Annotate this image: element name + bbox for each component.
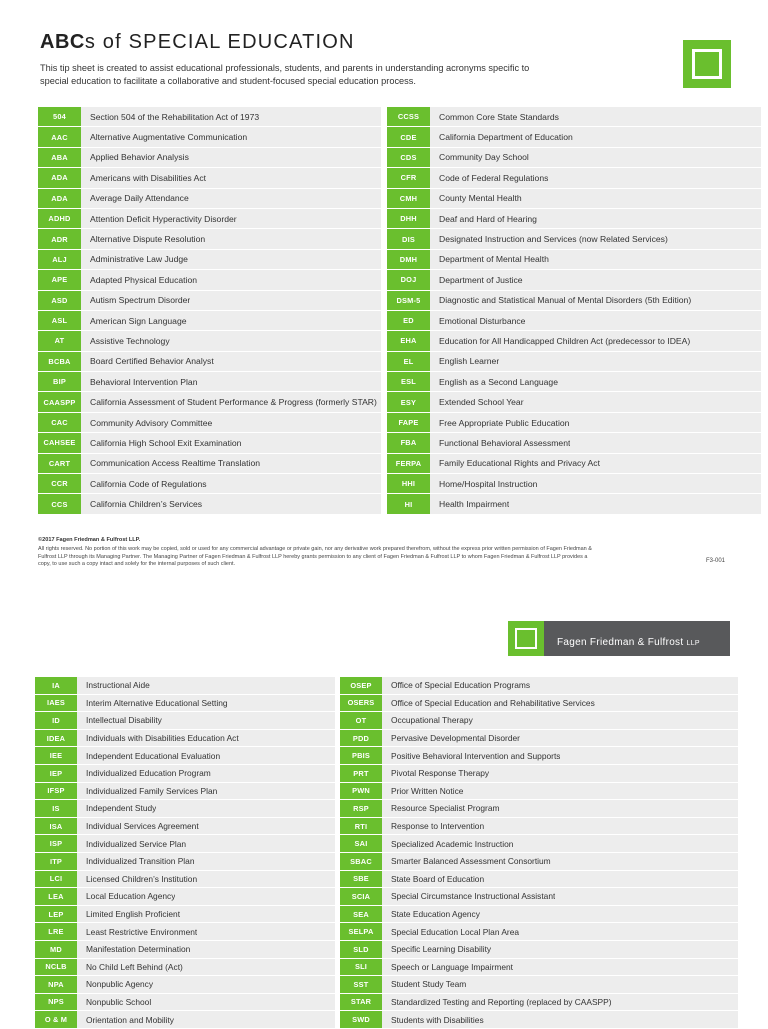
document-code: F3-001 xyxy=(706,558,726,564)
acronym-code: DIS xyxy=(387,229,430,248)
acronym-code: PDD xyxy=(340,730,382,747)
acronym-code: CFR xyxy=(387,168,430,187)
acronym-definition: Americans with Disabilities Act xyxy=(90,172,207,183)
table-row xyxy=(38,168,381,188)
table-row xyxy=(38,474,381,494)
table-row xyxy=(340,853,738,871)
logo-square-icon xyxy=(515,628,537,649)
title-part: SPECIAL EDUCATION xyxy=(128,31,355,53)
acronym-definition: Free Appropriate Public Education xyxy=(439,417,570,428)
table-row xyxy=(35,923,335,941)
acronym-code: IAES xyxy=(35,695,77,712)
table-row xyxy=(38,127,381,147)
table-row xyxy=(387,291,761,311)
acronym-definition: Speech or Language Impairment xyxy=(391,961,513,972)
acronym-code: SLI xyxy=(340,959,382,976)
acronym-definition: Community Day School xyxy=(439,152,529,163)
acronym-definition: California Code of Regulations xyxy=(90,478,207,489)
acronym-code: CCSS xyxy=(387,107,430,126)
acronym-definition: Pervasive Developmental Disorder xyxy=(391,733,520,744)
firm-llp: LLP xyxy=(686,640,700,647)
table-row xyxy=(35,677,335,695)
acronym-definition: Applied Behavior Analysis xyxy=(90,152,189,163)
table-row xyxy=(35,747,335,765)
table-row xyxy=(387,127,761,147)
acronym-definition: Community Advisory Committee xyxy=(90,417,213,428)
acronym-code: LEA xyxy=(35,888,77,905)
acronym-code: DHH xyxy=(387,209,430,228)
table-row xyxy=(387,189,761,209)
acronym-definition: Smarter Balanced Assessment Consortium xyxy=(391,856,551,867)
acronym-code: ADA xyxy=(38,168,81,187)
acronym-code: DOJ xyxy=(387,270,430,289)
acronym-definition: Licensed Children’s Institution xyxy=(86,873,198,884)
acronym-definition: Administrative Law Judge xyxy=(90,254,188,265)
acronym-code: BCBA xyxy=(38,352,81,371)
acronym-definition: Office of Special Education and Rehabilitative Services xyxy=(391,697,595,708)
table-row xyxy=(340,747,738,765)
table-row xyxy=(35,712,335,730)
acronym-code: OT xyxy=(340,712,382,729)
table-row xyxy=(35,800,335,818)
acronym-definition: Education for All Handicapped Children Act (predecessor to IDEA) xyxy=(439,335,691,346)
table-row xyxy=(387,494,761,514)
acronym-code: IEP xyxy=(35,765,77,782)
table-row xyxy=(340,695,738,713)
acronym-code: CDS xyxy=(387,148,430,167)
acronym-definition: Assistive Technology xyxy=(90,335,170,346)
table-row xyxy=(38,311,381,331)
acronym-code: NPS xyxy=(35,994,77,1011)
acronym-code: ADR xyxy=(38,229,81,248)
acronym-definition: Local Education Agency xyxy=(86,891,176,902)
table-row xyxy=(387,168,761,188)
firm-name-text: Fagen Friedman & Fulfrost xyxy=(557,637,684,648)
acronym-code: PRT xyxy=(340,765,382,782)
acronym-code: AAC xyxy=(38,127,81,146)
acronym-code: FBA xyxy=(387,433,430,452)
acronym-definition: Response to Intervention xyxy=(391,821,485,832)
table-row xyxy=(38,372,381,392)
acronym-definition: Student Study Team xyxy=(391,979,467,990)
acronym-definition: Alternative Augmentative Communication xyxy=(90,132,248,143)
acronym-definition: Positive Behavioral Intervention and Supports xyxy=(391,750,561,761)
table-row xyxy=(340,730,738,748)
acronym-code: SLD xyxy=(340,941,382,958)
acronym-definition: Students with Disabilities xyxy=(391,1014,484,1025)
acronym-definition: English Learner xyxy=(439,356,500,367)
acronym-definition: Individualized Service Plan xyxy=(86,838,187,849)
table-row xyxy=(38,331,381,351)
acronym-definition: California High School Exit Examination xyxy=(90,437,242,448)
acronym-definition: Individual Services Agreement xyxy=(86,821,199,832)
acronym-definition: Alternative Dispute Resolution xyxy=(90,234,206,245)
acronym-code: ITP xyxy=(35,853,77,870)
acronym-code: EHA xyxy=(387,331,430,350)
acronym-definition: Individualized Education Program xyxy=(86,768,211,779)
table-row xyxy=(387,270,761,290)
acronym-code: IA xyxy=(35,677,77,694)
acronym-definition: Extended School Year xyxy=(439,397,524,408)
acronym-definition: Independent Study xyxy=(86,803,157,814)
acronym-definition: Communication Access Realtime Translation xyxy=(90,458,261,469)
table-row xyxy=(340,976,738,994)
acronym-code: NCLB xyxy=(35,959,77,976)
acronym-definition: Resource Specialist Program xyxy=(391,803,500,814)
acronym-code: EL xyxy=(387,352,430,371)
legal-notice: All rights reserved. No portion of this work may be copied, sold or used for any commercial advantage or private gain, nor any derivative work prepared therefrom, without the express prior written permission of Fagen Friedman & Fulfrost LLP through its Managing Partner. The Managing Partner of Fagen Friedman & Fulfrost LLP hereby grants permission to any client of Fagen Friedman & Fulfrost LLP to whom Fagen Friedman & Fulfrost LLP provides a copy, to use such a copy intact and solely for the internal purposes of such client. xyxy=(38,546,592,567)
acronym-definition: Functional Behavioral Assessment xyxy=(439,437,571,448)
acronym-code: BIP xyxy=(38,372,81,391)
acronym-definition: Attention Deficit Hyperactivity Disorder xyxy=(90,213,237,224)
acronym-code: CAC xyxy=(38,413,81,432)
acronym-definition: No Child Left Behind (Act) xyxy=(86,961,183,972)
acronym-definition: Specialized Academic Instruction xyxy=(391,838,514,849)
acronym-code: RTI xyxy=(340,818,382,835)
acronym-code: SBE xyxy=(340,871,382,888)
acronym-code: APE xyxy=(38,270,81,289)
acronym-definition: Board Certified Behavior Analyst xyxy=(90,356,214,367)
table-row xyxy=(340,835,738,853)
acronym-code: SBAC xyxy=(340,853,382,870)
acronym-code: RSP xyxy=(340,800,382,817)
acronym-definition: Standardized Testing and Reporting (replaced by CAASPP) xyxy=(391,996,612,1007)
table-row xyxy=(38,494,381,514)
table-row xyxy=(340,871,738,889)
logo-square-icon xyxy=(692,49,722,79)
acronym-definition: Prior Written Notice xyxy=(391,785,464,796)
acronym-code: ED xyxy=(387,311,430,330)
table-row xyxy=(38,291,381,311)
acronym-code: CMH xyxy=(387,189,430,208)
copyright: ©2017 Fagen Friedman & Fulfrost LLP. xyxy=(38,537,141,543)
acronym-definition: Limited English Proficient xyxy=(86,909,181,920)
acronym-definition: County Mental Health xyxy=(439,193,522,204)
table-row xyxy=(340,959,738,977)
table-row xyxy=(38,107,381,127)
acronym-code: CDE xyxy=(387,127,430,146)
acronym-definition: Office of Special Education Programs xyxy=(391,680,531,691)
table-row xyxy=(38,209,381,229)
acronym-definition: Autism Spectrum Disorder xyxy=(90,295,191,306)
table-row xyxy=(387,229,761,249)
page-subtitle: This tip sheet is created to assist educational professionals, students, and parents in understanding acronyms specific to special education to facilitate a collaborative and student-focused special education process. xyxy=(40,63,530,86)
acronym-definition: Specific Learning Disability xyxy=(391,944,492,955)
acronym-code: CCS xyxy=(38,494,81,513)
acronym-code: ALJ xyxy=(38,250,81,269)
table-row xyxy=(35,871,335,889)
acronym-code: LEP xyxy=(35,906,77,923)
acronym-code: LCI xyxy=(35,871,77,888)
table-row xyxy=(387,352,761,372)
acronym-definition: Deaf and Hard of Hearing xyxy=(439,213,537,224)
acronym-code: PWN xyxy=(340,783,382,800)
table-row xyxy=(387,107,761,127)
firm-logo xyxy=(683,40,731,88)
acronym-code: HI xyxy=(387,494,430,513)
table-row xyxy=(35,783,335,801)
title-bold: ABC xyxy=(40,31,85,53)
acronym-code: ESY xyxy=(387,392,430,411)
acronym-code: MD xyxy=(35,941,77,958)
acronym-definition: Diagnostic and Statistical Manual of Mental Disorders (5th Edition) xyxy=(439,295,692,306)
table-row xyxy=(340,818,738,836)
acronym-definition: Occupational Therapy xyxy=(391,715,473,726)
acronym-code: ADA xyxy=(38,189,81,208)
acronym-code: CCR xyxy=(38,474,81,493)
acronym-definition: Interim Alternative Educational Setting xyxy=(86,697,228,708)
acronym-code: ISP xyxy=(35,835,77,852)
table-row xyxy=(340,783,738,801)
acronym-definition: Designated Instruction and Services (now Related Services) xyxy=(439,234,668,245)
table-row xyxy=(340,765,738,783)
table-row xyxy=(340,677,738,695)
acronym-table-right xyxy=(387,107,761,515)
acronym-definition: American Sign Language xyxy=(90,315,187,326)
acronym-code: ADHD xyxy=(38,209,81,228)
table-row xyxy=(340,994,738,1012)
acronym-definition: Pivotal Response Therapy xyxy=(391,768,490,779)
table-row xyxy=(38,433,381,453)
acronym-code: CAASPP xyxy=(38,392,81,411)
acronym-code: NPA xyxy=(35,976,77,993)
table-row xyxy=(38,270,381,290)
acronym-code: SST xyxy=(340,976,382,993)
table-row xyxy=(340,1011,738,1029)
acronym-definition: Orientation and Mobility xyxy=(86,1014,174,1025)
acronym-definition: State Education Agency xyxy=(391,909,480,920)
acronym-code: IEE xyxy=(35,747,77,764)
acronym-code: SCIA xyxy=(340,888,382,905)
acronym-code: STAR xyxy=(340,994,382,1011)
table-row xyxy=(35,1011,335,1029)
table-row xyxy=(35,765,335,783)
title-part: s of xyxy=(84,31,129,53)
acronym-code: SAI xyxy=(340,835,382,852)
acronym-code: SWD xyxy=(340,1011,382,1028)
firm-logo xyxy=(508,621,544,656)
table-row xyxy=(387,148,761,168)
acronym-code: IFSP xyxy=(35,783,77,800)
table-row xyxy=(38,229,381,249)
table-row xyxy=(340,906,738,924)
acronym-definition: Health Impairment xyxy=(439,499,510,510)
table-row xyxy=(340,800,738,818)
acronym-definition: Emotional Disturbance xyxy=(439,315,526,326)
acronym-code: IS xyxy=(35,800,77,817)
acronym-code: ABA xyxy=(38,148,81,167)
acronym-code: DSM-5 xyxy=(387,291,430,310)
table-row xyxy=(387,454,761,474)
table-row xyxy=(35,906,335,924)
table-row xyxy=(38,413,381,433)
page-title xyxy=(40,31,355,54)
acronym-table-left xyxy=(35,677,335,1029)
table-row xyxy=(35,888,335,906)
acronym-code: 504 xyxy=(38,107,81,126)
acronym-definition: Nonpublic Agency xyxy=(86,979,154,990)
table-row xyxy=(35,818,335,836)
table-row xyxy=(35,835,335,853)
acronym-code: CART xyxy=(38,454,81,473)
acronym-definition: Code of Federal Regulations xyxy=(439,172,549,183)
table-row xyxy=(387,392,761,412)
acronym-definition: California Assessment of Student Performance & Progress (formerly STAR) xyxy=(90,397,377,408)
acronym-code: FAPE xyxy=(387,413,430,432)
acronym-definition: English as a Second Language xyxy=(439,376,558,387)
acronym-definition: Individualized Transition Plan xyxy=(86,856,195,867)
acronym-definition: Independent Educational Evaluation xyxy=(86,750,221,761)
acronym-definition: Section 504 of the Rehabilitation Act of 1973 xyxy=(90,111,260,122)
table-row xyxy=(35,994,335,1012)
table-row xyxy=(38,454,381,474)
table-row xyxy=(387,250,761,270)
acronym-code: FERPA xyxy=(387,454,430,473)
table-row xyxy=(340,712,738,730)
table-row xyxy=(38,148,381,168)
acronym-code: ISA xyxy=(35,818,77,835)
table-row xyxy=(387,311,761,331)
table-row xyxy=(35,730,335,748)
acronym-definition: Department of Mental Health xyxy=(439,254,549,265)
acronym-code: OSEP xyxy=(340,677,382,694)
table-row xyxy=(387,433,761,453)
table-row xyxy=(35,941,335,959)
acronym-definition: Instructional Aide xyxy=(86,680,150,691)
acronym-definition: Individuals with Disabilities Education Act xyxy=(86,733,239,744)
acronym-definition: Special Circumstance Instructional Assistant xyxy=(391,891,556,902)
acronym-table-right xyxy=(340,677,738,1029)
acronym-definition: Average Daily Attendance xyxy=(90,193,189,204)
acronym-definition: State Board of Education xyxy=(391,873,485,884)
table-row xyxy=(35,959,335,977)
table-row xyxy=(387,413,761,433)
acronym-definition: Special Education Local Plan Area xyxy=(391,926,520,937)
acronym-code: DMH xyxy=(387,250,430,269)
acronym-definition: Manifestation Determination xyxy=(86,944,191,955)
table-row xyxy=(340,941,738,959)
acronym-table-left xyxy=(38,107,381,515)
acronym-definition: Department of Justice xyxy=(439,274,523,285)
table-row xyxy=(340,888,738,906)
table-row xyxy=(38,189,381,209)
acronym-code: PBIS xyxy=(340,747,382,764)
table-row xyxy=(35,976,335,994)
acronym-definition: Adapted Physical Education xyxy=(90,274,198,285)
acronym-code: SEA xyxy=(340,906,382,923)
acronym-code: ASD xyxy=(38,291,81,310)
acronym-code: ASL xyxy=(38,311,81,330)
acronym-definition: Family Educational Rights and Privacy Act xyxy=(439,458,600,469)
acronym-code: SELPA xyxy=(340,923,382,940)
acronym-code: IDEA xyxy=(35,730,77,747)
firm-name xyxy=(557,637,700,648)
acronym-code: LRE xyxy=(35,923,77,940)
acronym-definition: Least Restrictive Environment xyxy=(86,926,198,937)
acronym-definition: Individualized Family Services Plan xyxy=(86,785,218,796)
acronym-code: AT xyxy=(38,331,81,350)
acronym-definition: Home/Hospital Instruction xyxy=(439,478,538,489)
table-row xyxy=(387,331,761,351)
acronym-code: HHI xyxy=(387,474,430,493)
acronym-code: O & M xyxy=(35,1011,77,1028)
acronym-definition: California Children’s Services xyxy=(90,499,203,510)
acronym-definition: Nonpublic School xyxy=(86,996,152,1007)
table-row xyxy=(35,853,335,871)
acronym-code: OSERS xyxy=(340,695,382,712)
table-row xyxy=(387,209,761,229)
acronym-definition: Common Core State Standards xyxy=(439,111,559,122)
table-row xyxy=(38,392,381,412)
acronym-definition: Intellectual Disability xyxy=(86,715,162,726)
table-row xyxy=(387,474,761,494)
acronym-code: ID xyxy=(35,712,77,729)
acronym-definition: Behavioral Intervention Plan xyxy=(90,376,198,387)
table-row xyxy=(340,923,738,941)
acronym-code: ESL xyxy=(387,372,430,391)
table-row xyxy=(387,372,761,392)
table-row xyxy=(35,695,335,713)
table-row xyxy=(38,250,381,270)
table-row xyxy=(38,352,381,372)
acronym-code: CAHSEE xyxy=(38,433,81,452)
acronym-definition: California Department of Education xyxy=(439,132,573,143)
